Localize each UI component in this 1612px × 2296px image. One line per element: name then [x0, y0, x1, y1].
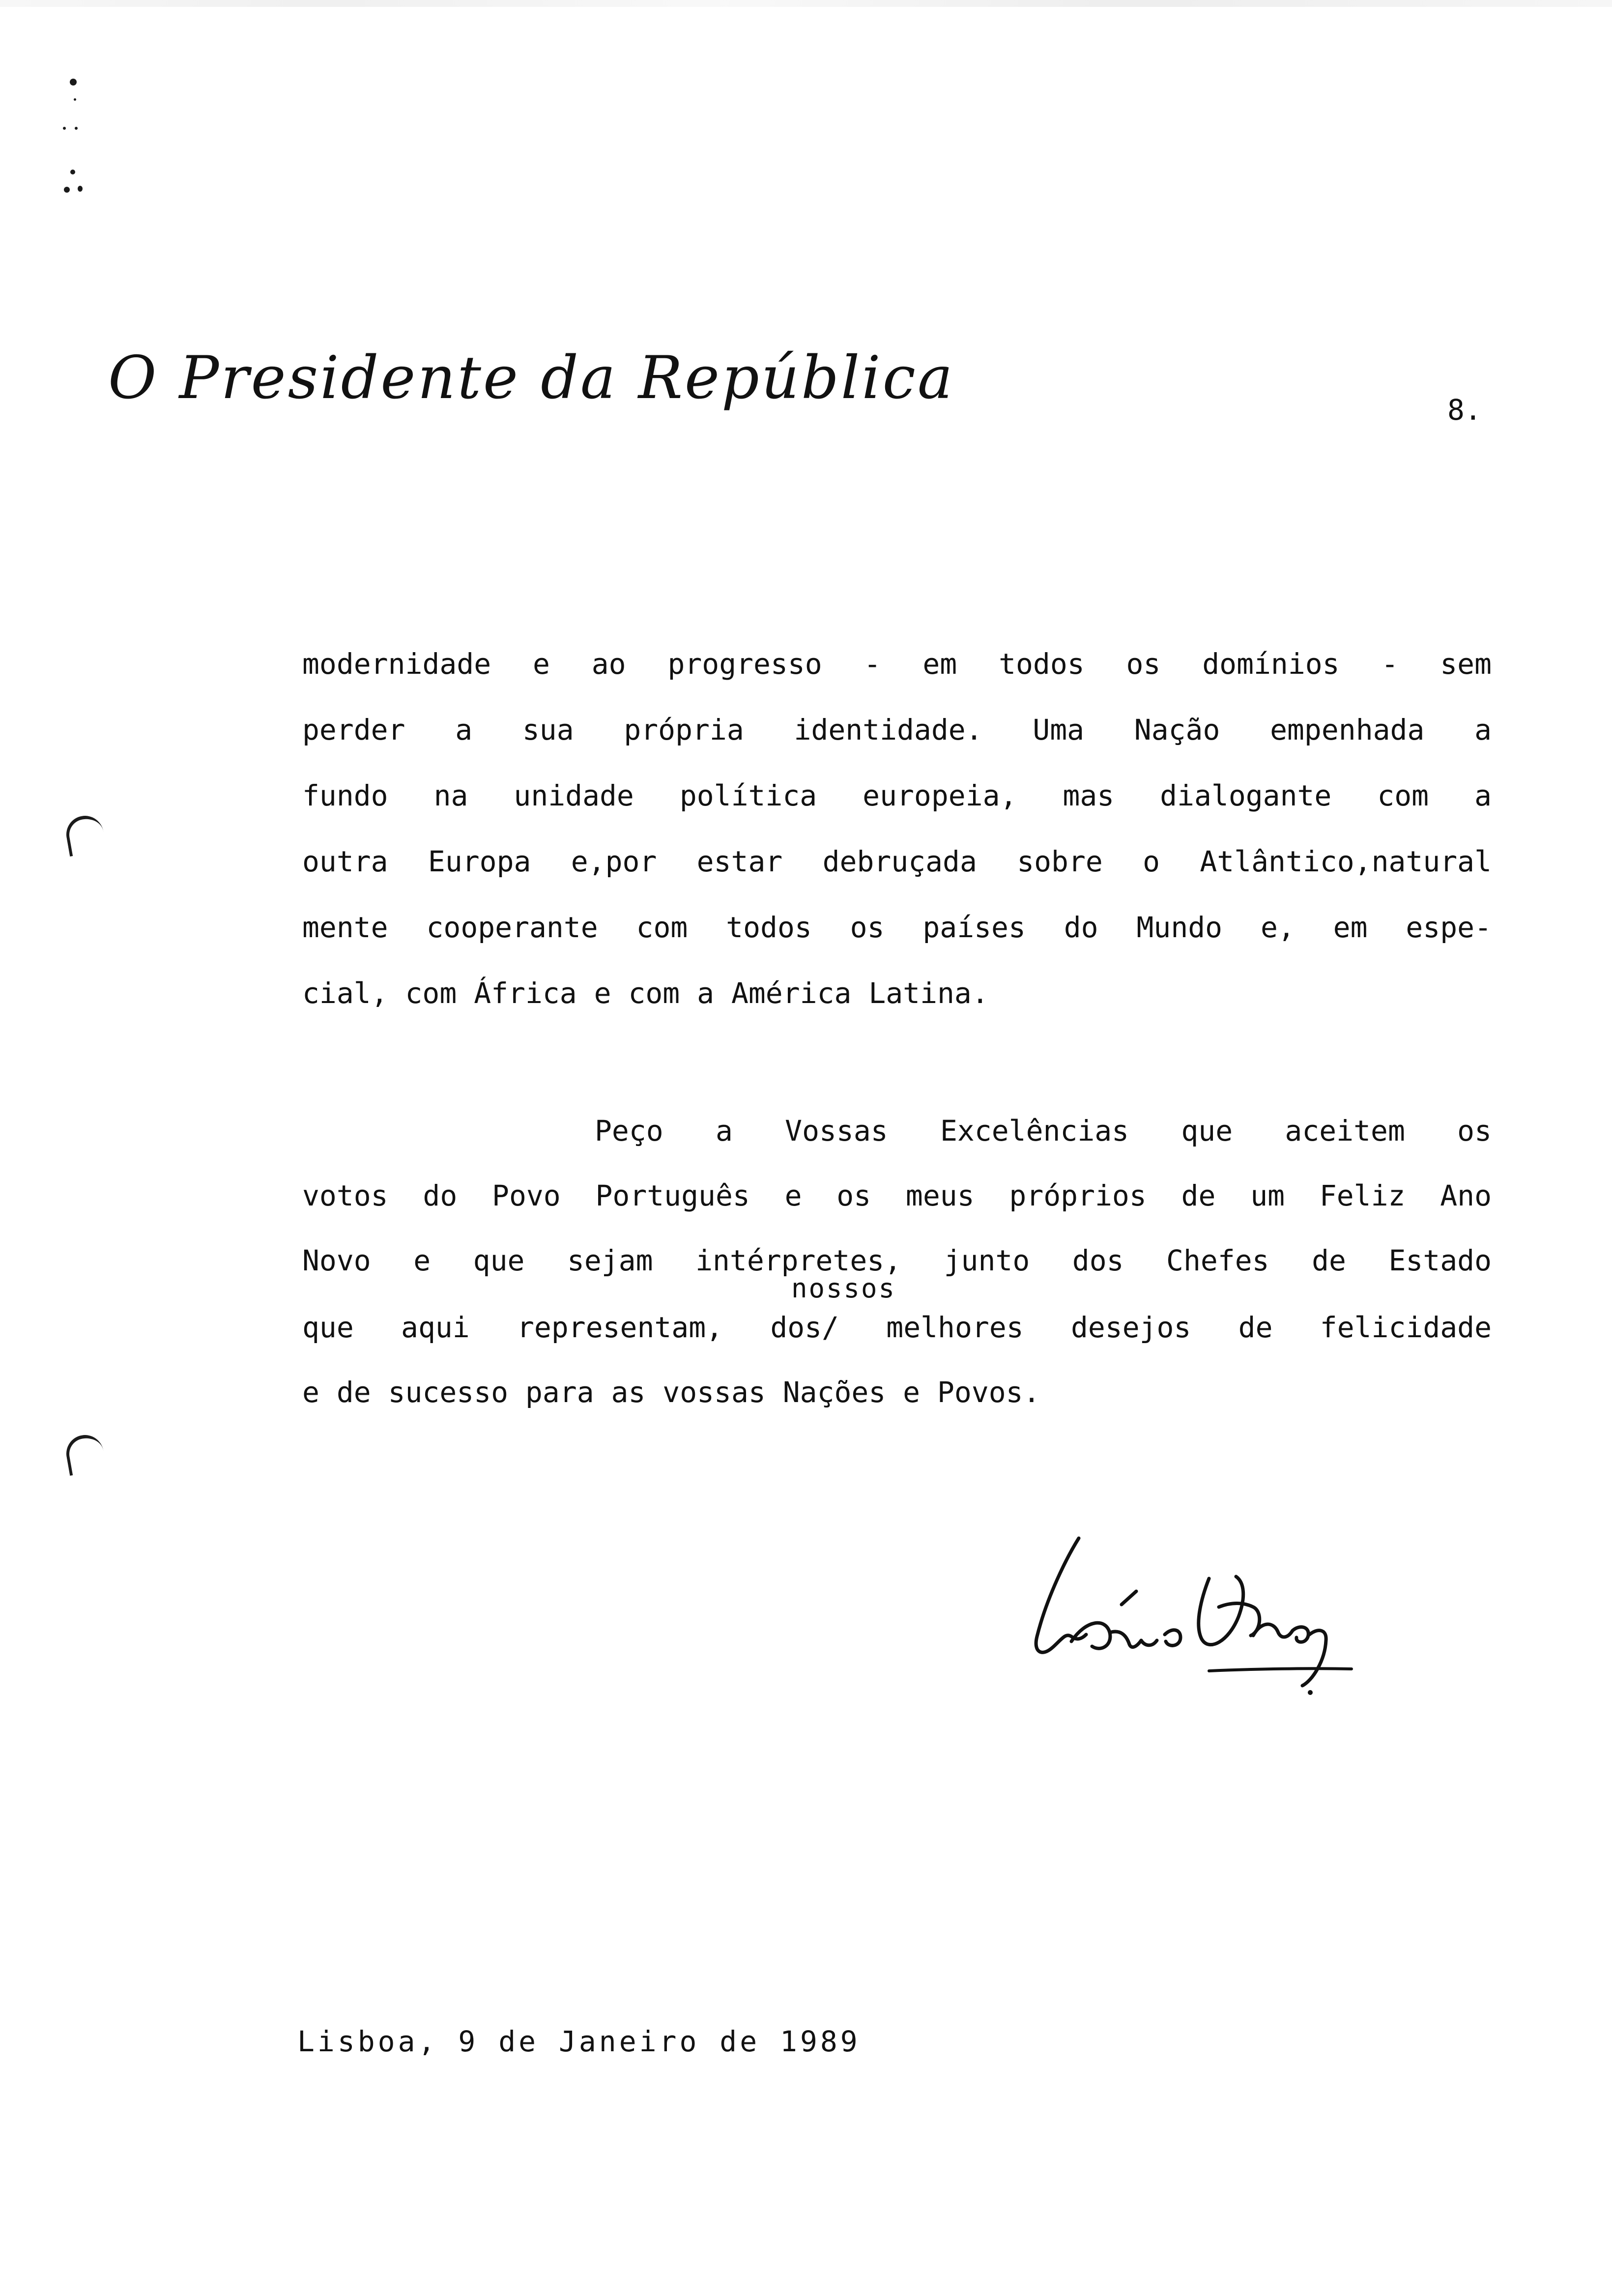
- paragraph1-line: perder a sua própria identidade. Uma Nação empenhada a: [302, 713, 1492, 746]
- paragraph1-line: outra Europa e,por estar debruçada sobre o Atlântico,natural: [302, 845, 1492, 878]
- paragraph2-line: e de sucesso para as vossas Nações e Povos.: [302, 1376, 1040, 1409]
- paragraph1-line: modernidade e ao progresso - em todos os domínios - sem: [302, 647, 1492, 681]
- letterhead: O Presidente da República: [108, 344, 955, 412]
- scan-mark: [63, 127, 66, 130]
- paragraph2-line: Novo e que sejam intérpretes, junto dos Chefes de Estado: [302, 1244, 1492, 1277]
- interlinear-insert: nossos: [791, 1273, 896, 1304]
- paragraph2-line: Peço a Vossas Excelências que aceitem os: [595, 1114, 1492, 1148]
- scan-mark: [75, 127, 78, 130]
- scan-mark: [78, 186, 83, 192]
- scan-edge-noise: [0, 0, 1612, 7]
- scan-mark: [74, 98, 76, 101]
- paragraph1-line: mente cooperante com todos os países do Mundo e, em espe-: [302, 911, 1492, 944]
- place-date: Lisboa, 9 de Janeiro de 1989: [297, 2025, 861, 2058]
- paragraph2-line: que aqui representam, dos/ melhores desejos de felicidade: [302, 1311, 1492, 1344]
- paragraph1-line: fundo na unidade política europeia, mas dialogante com a: [302, 779, 1492, 812]
- punch-hole-mark: [63, 1432, 107, 1476]
- handwritten-signature: [1008, 1523, 1361, 1715]
- page-number: 8.: [1447, 393, 1482, 427]
- paragraph1-line: cial, com África e com a América Latina.: [302, 976, 989, 1010]
- scan-mark: [70, 79, 77, 86]
- punch-hole-mark: [63, 813, 107, 857]
- scan-mark: [70, 170, 75, 174]
- scan-mark: [64, 187, 70, 193]
- paragraph2-line: votos do Povo Português e os meus próprios de um Feliz Ano: [302, 1179, 1492, 1212]
